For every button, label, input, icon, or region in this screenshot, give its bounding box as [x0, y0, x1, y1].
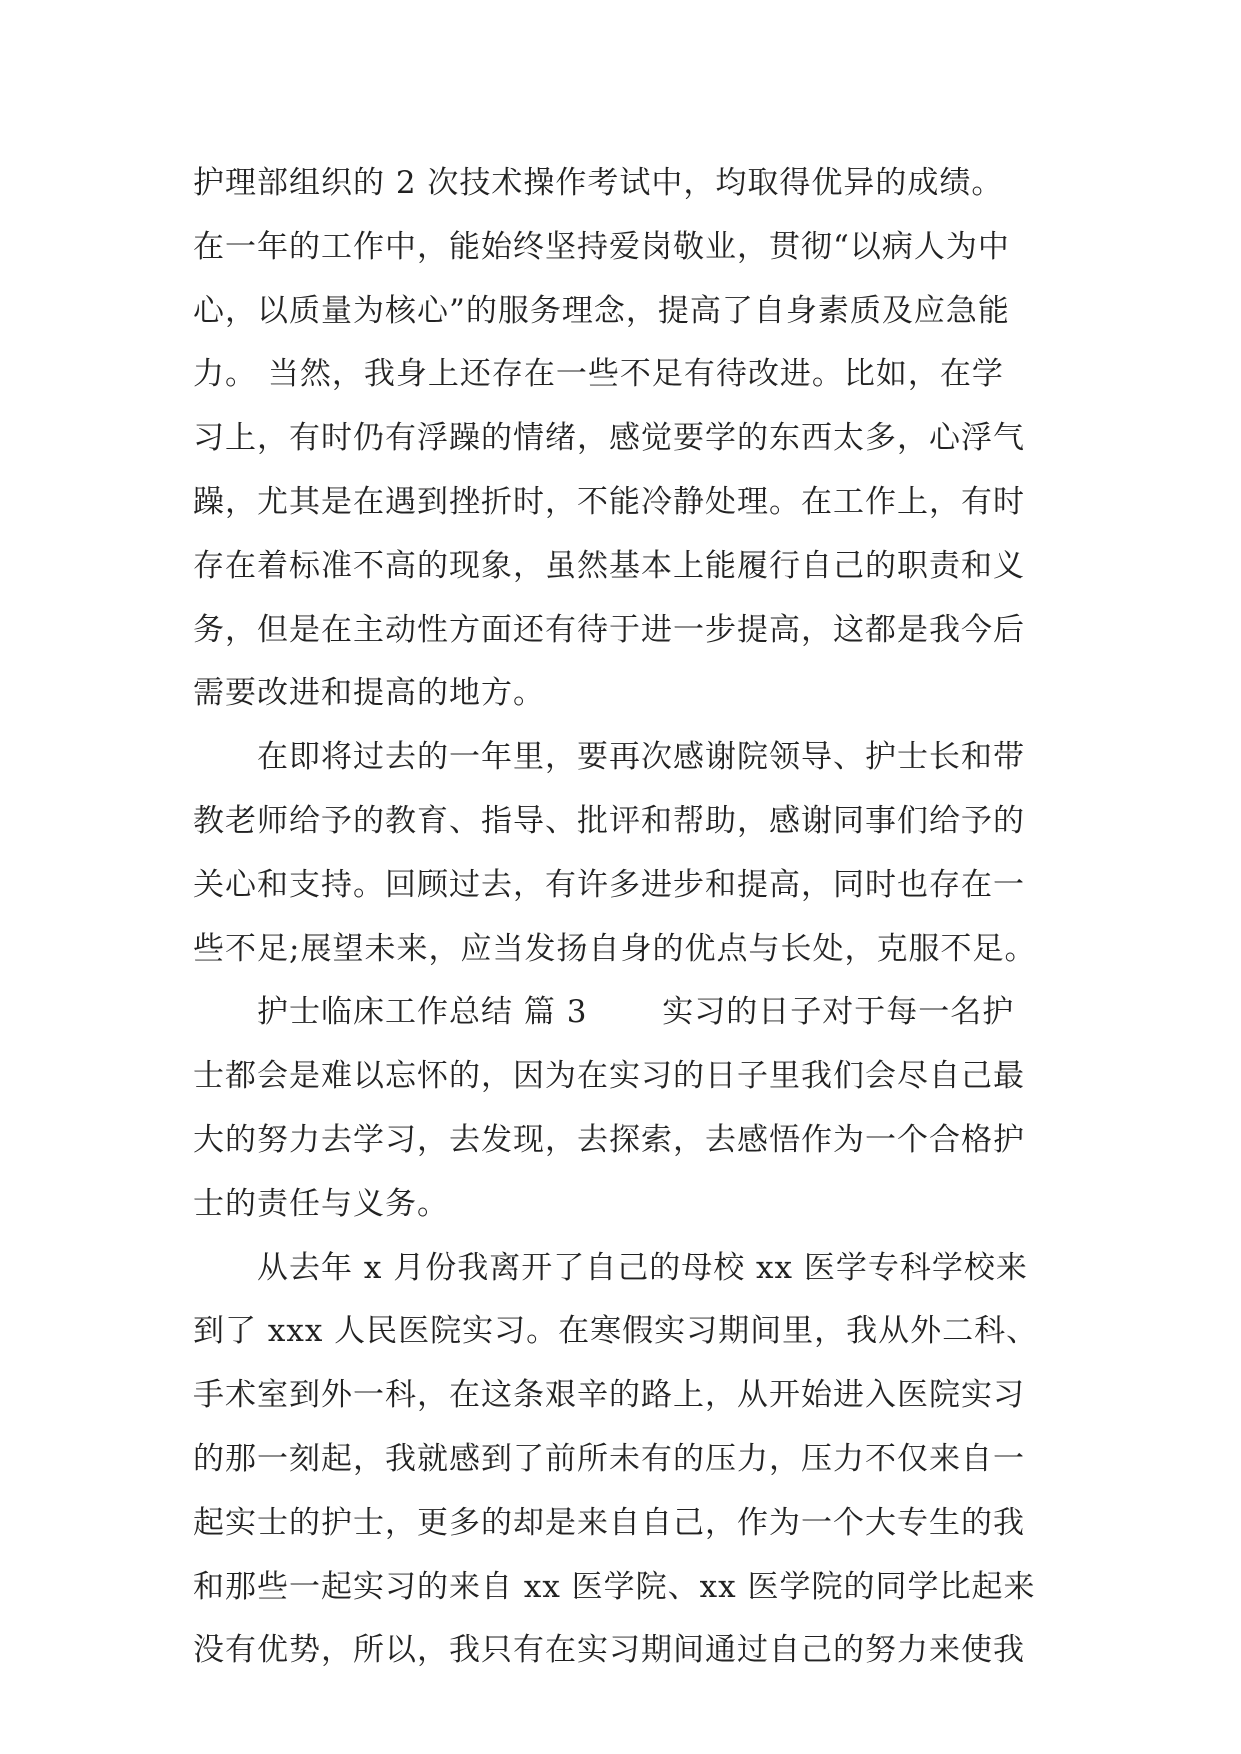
text-line: 从去年 x 月份我离开了自己的母校 xx 医学专科学校来	[193, 1249, 1028, 1286]
text-line: 护理部组织的 2 次技术操作考试中，均取得优异的成绩。	[193, 165, 1004, 201]
text-line: 到了 xxx 人民医院实习。在寒假实习期间里，我从外二科、	[193, 1313, 1039, 1350]
text-line: 务，但是在主动性方面还有待于进一步提高，这都是我今后	[193, 611, 1025, 648]
text-line: 在即将过去的一年里，要再次感谢院领导、护士长和带	[193, 739, 1025, 776]
text-line: 关心和支持。回顾过去，有许多进步和提高，同时也存在一	[193, 866, 1025, 903]
text-line: 的那一刻起，我就感到了前所未有的压力，压力不仅来自一	[193, 1440, 1025, 1477]
text-line: 大的努力去学习，去发现，去探索，去感悟作为一个合格护	[193, 1121, 1025, 1158]
text-line: 存在着标准不高的现象，虽然基本上能履行自己的职责和义	[193, 547, 1025, 584]
text-line: 士的责任与义务。	[193, 1185, 449, 1222]
text-line: 躁，尤其是在遇到挫折时，不能冷静处理。在工作上，有时	[193, 483, 1025, 520]
text-line: 起实士的护士，更多的却是来自自己，作为一个大专生的我	[193, 1504, 1025, 1541]
text-line: 需要改进和提高的地方。	[193, 675, 545, 712]
text-line: 没有优势，所以，我只有在实习期间通过自己的努力来使我	[193, 1632, 1025, 1669]
text-line: 力。 当然，我身上还存在一些不足有待改进。比如，在学	[193, 356, 1004, 393]
text-line: 习上，有时仍有浮躁的情绪，感觉要学的东西太多，心浮气	[193, 420, 1025, 457]
text-line: 士都会是难以忘怀的，因为在实习的日子里我们会尽自己最	[193, 1058, 1025, 1095]
text-line: 在一年的工作中，能始终坚持爱岗敬业，贯彻“以病人为中	[193, 228, 1010, 265]
section-heading-line: 护士临床工作总结 篇 3 实习的日子对于每一名护	[193, 994, 1015, 1031]
body-text	[193, 152, 1055, 1683]
text-line: 和那些一起实习的来自 xx 医学院、xx 医学院的同学比起来	[193, 1568, 1036, 1605]
text-line: 教老师给予的教育、指导、批评和帮助，感谢同事们给予的	[193, 802, 1025, 839]
text-line: 些不足;展望未来，应当发扬自身的优点与长处，克服不足。	[193, 930, 1037, 967]
text-line: 手术室到外一科，在这条艰辛的路上，从开始进入医院实习	[193, 1377, 1025, 1414]
text-line: 心，以质量为核心”的服务理念，提高了自身素质及应急能	[193, 292, 1010, 329]
